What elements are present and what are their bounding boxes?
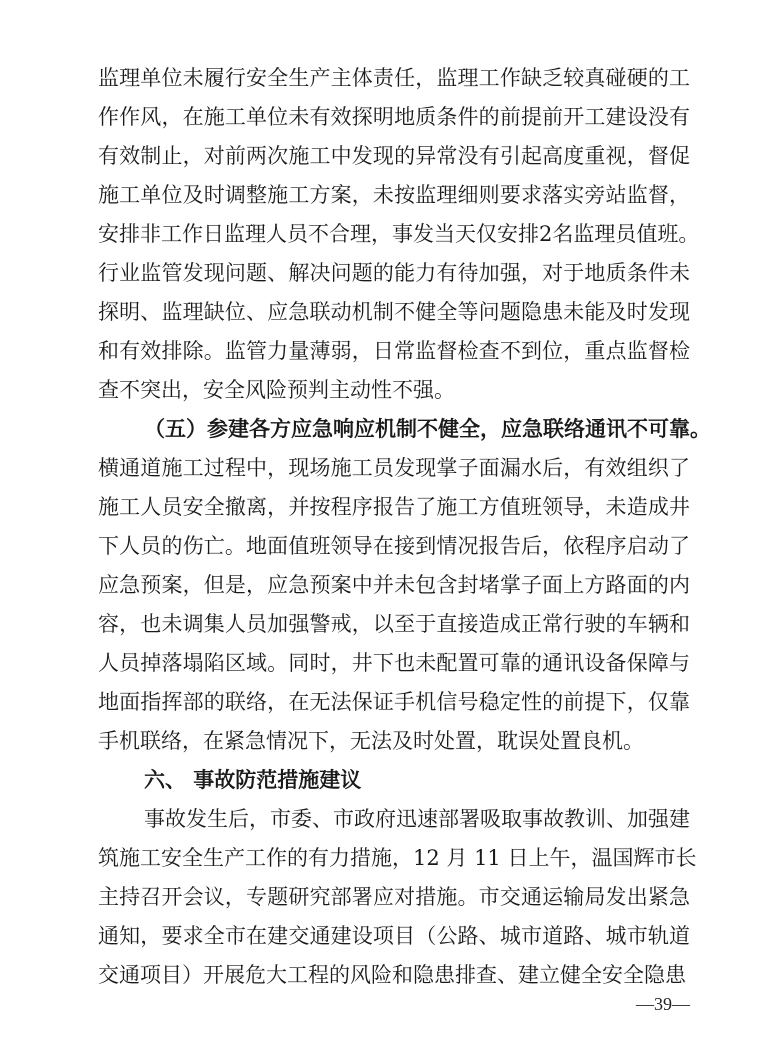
paragraph-line: 横通道施工过程中，现场施工员发现掌子面漏水后，有效组织了 [98,456,690,480]
paragraph-line: 有效制止，对前两次施工中发现的异常没有引起高度重视，督促 [98,144,690,168]
paragraph-line: 容，也未调集人员加强警戒，以至于直接造成正常行驶的车辆和 [98,612,690,636]
paragraph-line: 手机联络，在紧急情况下，无法及时处置，耽误处置良机。 [98,729,644,753]
paragraph-line: 地面指挥部的联络，在无法保证手机信号稳定性的前提下，仅靠 [98,690,690,714]
paragraph-line: 行业监管发现问题、解决问题的能力有待加强，对于地质条件未 [98,261,690,285]
paragraph-line: 施工人员安全撤离，并按程序报告了施工方值班领导，未造成井 [98,495,690,519]
paragraph-line: 施工单位及时调整施工方案，未按监理细则要求落实旁站监督， [98,183,690,207]
paragraph-line: 监理单位未履行安全生产主体责任，监理工作缺乏较真碰硬的工 [98,66,690,90]
paragraph-line: 探明、监理缺位、应急联动机制不健全等问题隐患未能及时发现 [98,300,690,324]
paragraph-line: 人员掉落塌陷区域。同时，井下也未配置可靠的通讯设备保障与 [98,651,690,675]
paragraph-line: 查不突出，安全风险预判主动性不强。 [98,378,455,402]
paragraph-line: 应急预案，但是，应急预案中并未包含封堵掌子面上方路面的内 [98,573,690,597]
paragraph-line: 事故发生后，市委、市政府迅速部署吸取事故教训、加强建 [144,807,690,831]
section-heading-five: （五）参建各方应急响应机制不健全，应急联络通讯不可靠。 [144,417,711,441]
paragraph-line: 通知，要求全市在建交通建设项目（公路、城市道路、城市轨道 [98,924,690,948]
paragraph-line: 筑施工安全生产工作的有力措施，12 月 11 日上午，温国辉市长 [98,846,697,870]
paragraph-line: 作作风，在施工单位未有效探明地质条件的前提前开工建设没有 [98,105,690,129]
paragraph-line: 下人员的伤亡。地面值班领导在接到情况报告后，依程序启动了 [98,534,690,558]
paragraph-line: 安排非工作日监理人员不合理，事发当天仅安排2名监理员值班。 [98,222,700,246]
paragraph-line: 主持召开会议，专题研究部署应对措施。市交通运输局发出紧急 [98,885,690,909]
section-heading-six: 六、 事故防范措施建议 [144,768,362,792]
paragraph-line: 交通项目）开展危大工程的风险和隐患排查、建立健全安全隐患 [98,963,686,987]
paragraph-line: 和有效排除。监管力量薄弱，日常监督检查不到位，重点监督检 [98,339,690,363]
page-number: —39— [636,994,690,1014]
